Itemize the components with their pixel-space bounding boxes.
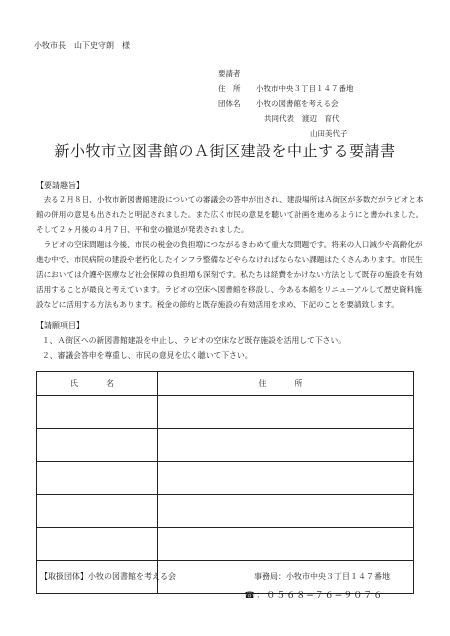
item-1: １、Ａ街区への新図書館建設を中止し、ラピオの空床など既存施設を活用して下さい。 bbox=[42, 336, 347, 345]
purpose-body bbox=[36, 192, 426, 312]
name-cell[interactable] bbox=[37, 396, 158, 429]
table-row bbox=[37, 528, 414, 561]
items-heading: 【請願項目】 bbox=[36, 321, 84, 330]
purpose-paragraph-1: 去る２月８日、小牧市新図書館建設についての審議会の答申が出され、建設場所はＡ街区が多数だがラピオと本館の併用の意見も出されたと明記されました。また広く市民の意見を聴いて計画を進めるようにと書かれました。そして２ヶ月後の４月７日、平和堂の撤退が発表されました。 bbox=[36, 195, 424, 234]
page-title: 新小牧市立図書館のＡ街区建設を中止する要請書 bbox=[54, 142, 396, 160]
signature-table bbox=[36, 371, 414, 594]
requester-rep-row bbox=[218, 111, 354, 126]
telephone-icon: ☎：０５６８−７６−９０７６ bbox=[244, 591, 384, 601]
address-cell[interactable] bbox=[158, 495, 414, 528]
address-label: 住 所 bbox=[218, 84, 241, 93]
purpose-paragraph-2: ラピオの空床問題は今後、市民の税金の負担増につながるきわめて重大な問題です。将来の人口減少や高齢化が進む中で、市民病院の建設や老朽化したインフラ整備などやらなければならない課題はたくさんあります。市民生活においては介護や医療など社会保障の負担増も深刻です。私たちは経費をかけない方法として既存の施設を有効活用することが最良と考えています。ラピオの空床へ図書館を移設し、今ある本館をリニューアルして歴史資料施設などに活用する方法もあります。税金の節約と既存施設の有効活用を求め、下記のことを要請致します。 bbox=[36, 240, 423, 309]
table-row bbox=[37, 429, 414, 462]
rep-1: 渡辺 育代 bbox=[302, 114, 340, 123]
address-cell[interactable] bbox=[158, 528, 414, 561]
requester-org-row bbox=[218, 96, 354, 111]
address-column-header: 住 所 bbox=[158, 372, 414, 396]
requester-block bbox=[218, 66, 354, 141]
address-cell[interactable] bbox=[158, 429, 414, 462]
table-row bbox=[37, 396, 414, 429]
requester-address-row bbox=[218, 81, 354, 96]
items-list bbox=[42, 333, 346, 363]
office-address: 事務局：小牧市中央３丁目１４７番地 bbox=[254, 572, 390, 581]
purpose-heading: 【要請趣旨】 bbox=[36, 181, 84, 190]
table-row bbox=[37, 462, 414, 495]
address-value: 小牧市中央３丁目１４７番地 bbox=[256, 84, 354, 93]
addressee: 小牧市長 山下史守朗 様 bbox=[34, 41, 130, 50]
table-row bbox=[37, 495, 414, 528]
rep-2: 山田美代子 bbox=[310, 129, 348, 138]
name-cell[interactable] bbox=[37, 462, 158, 495]
address-cell[interactable] bbox=[158, 396, 414, 429]
org-label: 団体名 bbox=[218, 99, 241, 108]
name-cell[interactable] bbox=[37, 429, 158, 462]
requester-heading: 要請者 bbox=[218, 69, 241, 78]
handling-organization: 【取扱団体】小牧の図書館を考える会 bbox=[40, 572, 176, 581]
requester-rep2-row bbox=[218, 126, 354, 141]
name-cell[interactable] bbox=[37, 495, 158, 528]
item-2: ２、審議会答申を尊重し、市民の意見を広く聴いて下さい。 bbox=[42, 351, 253, 360]
rep-title: 共同代表 bbox=[264, 114, 294, 123]
name-cell[interactable] bbox=[37, 528, 158, 561]
address-cell[interactable] bbox=[158, 462, 414, 495]
table-header-row bbox=[37, 372, 414, 396]
org-value: 小牧の図書館を考える会 bbox=[256, 99, 339, 108]
name-column-header: 氏 名 bbox=[37, 372, 158, 396]
